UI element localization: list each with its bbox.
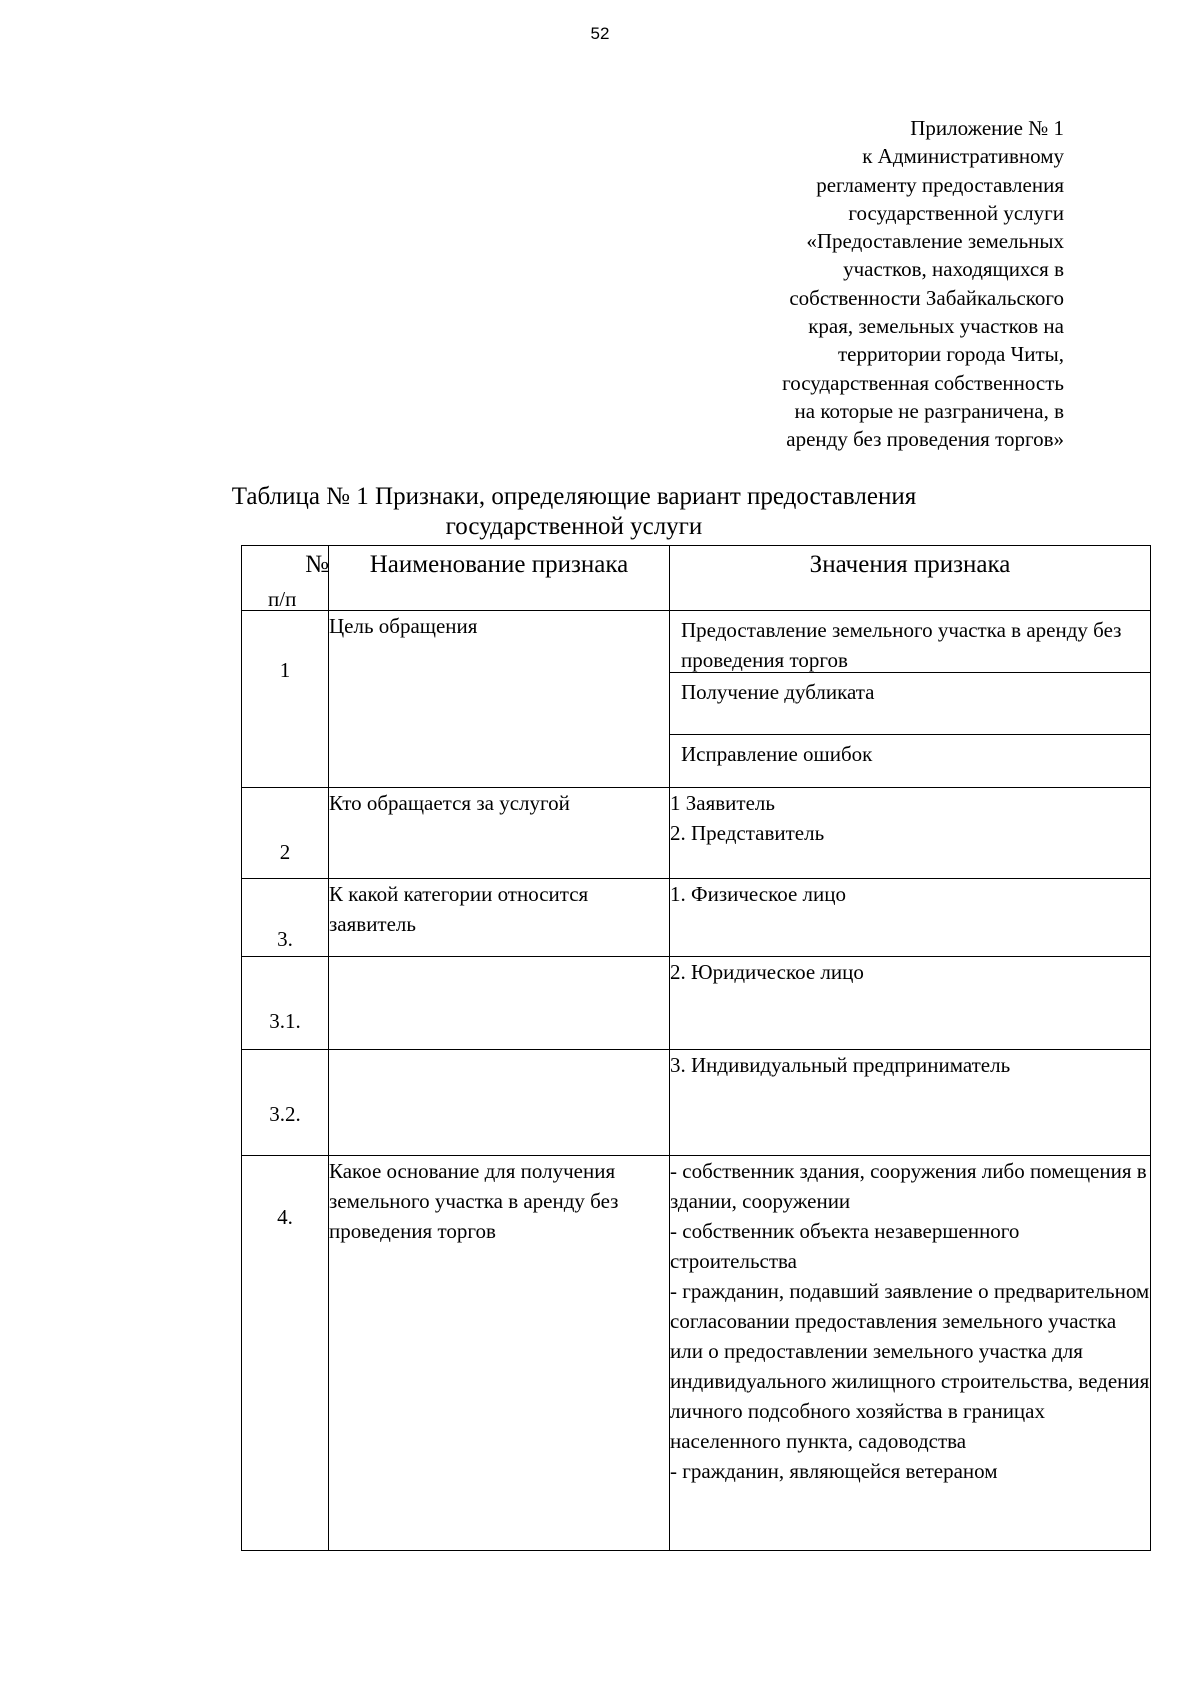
row-name-cell [329,1050,670,1156]
row-name-cell [329,957,670,1050]
appendix-line: Приложение № 1 [910,116,1064,140]
criteria-table [241,545,1151,1551]
row-values-cell [670,788,1151,879]
value-line: - собственник здания, сооружения либо помещения в здании, сооружении [670,1159,1147,1213]
value-item: Предоставление земельного участка в аренду без проведения торгов [681,618,1122,672]
appendix-line: края, земельных участков на [808,314,1064,339]
value-line: - гражданин, подавший заявление о предварительном согласовании предоставления земельного участка или о предоставлении земельного участка для индивидуального жилищного строительства, ведения личного подсобного хозяйства в границах населенного пункта, садоводства [670,1279,1150,1453]
row-name-cell: Какое основание для получения земельного участка в аренду без проведения торгов [329,1156,670,1551]
value-item: Исправление ошибок [670,734,1150,787]
page-number: 52 [590,24,610,43]
appendix-line: государственной услуги [848,200,1064,225]
appendix-line: на которые не разграничена, в [794,398,1064,423]
row-number: 3.2. [269,1102,301,1126]
row-values-cell [670,611,1151,788]
value-item: Получение дубликата [670,672,1150,734]
row-name-cell: К какой категории относится заявитель [329,879,670,957]
table-row [242,1050,1151,1156]
row-number-cell [242,788,329,879]
appendix-line: к Административному [862,144,1064,169]
appendix-reference [644,114,1064,454]
header-name-cell: Наименование признака [329,546,670,611]
row-number-cell [242,879,329,957]
row-number: 4. [277,1205,293,1229]
row-name-cell: Цель обращения [329,611,670,788]
table-title [0,482,1200,542]
value-line: 1 Заявитель [670,791,775,815]
appendix-line: государственная собственность [782,370,1064,395]
appendix-line: собственности Забайкальского [789,285,1064,310]
header-number-cell [242,546,329,611]
row-number: 3. [277,927,293,951]
appendix-line: участков, находящихся в [843,257,1064,282]
row-values-cell: 3. Индивидуальный предприниматель [670,1050,1151,1156]
table-row [242,788,1151,879]
appendix-line: «Предоставление земельных [806,229,1064,254]
value-line: - собственник объекта незавершенного строительства [670,1219,1020,1273]
appendix-line: аренду без проведения торгов» [786,427,1064,452]
row-number-cell [242,1050,329,1156]
table-header-row [242,546,1151,611]
table-row [242,879,1151,957]
row-number: 1 [279,658,291,682]
row-number: 3.1. [269,1009,301,1033]
row-number-cell [242,1156,329,1551]
value-line: 2. Представитель [670,821,825,845]
table-title-line-2: государственной услуги [445,513,703,540]
value-line: - гражданин, являющейся ветераном [670,1459,998,1483]
row-number-cell [242,611,329,788]
header-values-cell: Значения признака [670,546,1151,611]
table-row [242,611,1151,788]
table-row [242,1156,1151,1551]
appendix-line: территории города Читы, [837,342,1064,367]
header-number-sub: п/п [268,587,297,611]
appendix-line: регламенту предоставления [816,172,1064,197]
row-number: 2 [279,840,291,864]
row-name-cell: Кто обращается за услугой [329,788,670,879]
row-values-cell: 1. Физическое лицо [670,879,1151,957]
row-number-cell [242,957,329,1050]
row-values-cell [670,1156,1151,1551]
table-row [242,957,1151,1050]
header-number-symbol: № [305,551,329,578]
row-values-cell: 2. Юридическое лицо [670,957,1151,1050]
table-title-line-1: Таблица № 1 Признаки, определяющие вариант предоставления [231,483,917,510]
